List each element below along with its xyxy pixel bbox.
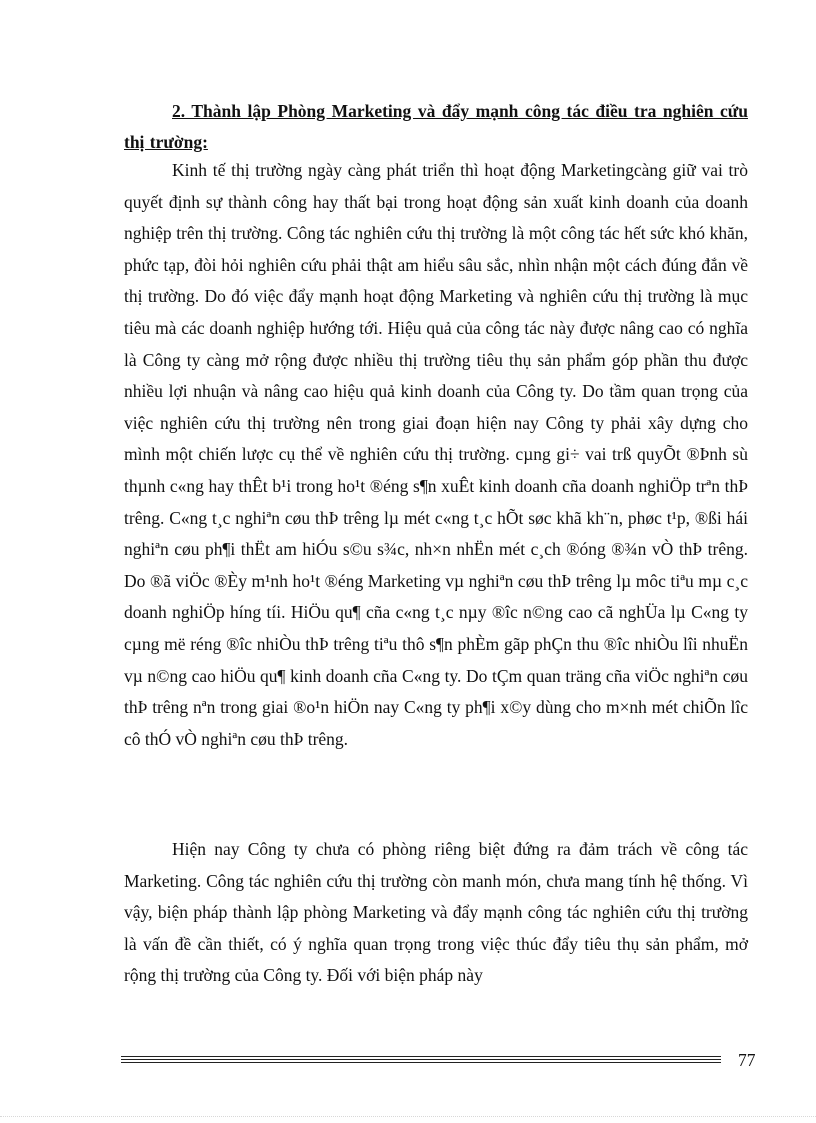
page-edge	[0, 1116, 816, 1117]
paragraph-1: Kinh tế thị trường ngày càng phát triển thì hoạt động Marketingcàng giữ vai trò quyết định sự thành công hay thất bại trong hoạt động sản xuất kinh doanh của doanh nghiệp trên thị trường. Công tác nghiên cứu thị trường là một công tác hết sức khó khăn, phức tạp, đòi hỏi nghiên cứu phải thật am hiểu sâu sắc, nhìn nhận một cách đúng đắn về thị trường. Do đó việc đẩy mạnh hoạt động Marketing và nghiên cứu thị trường là mục tiêu mà các doanh nghiệp hướng tới. Hiệu quả của công tác này được nâng cao có nghĩa là Công ty càng mở rộng được nhiều thị trường tiêu thụ sản phẩm góp phần thu được nhiều lợi nhuận và nâng cao hiệu quả kinh doanh của Công ty. Do tầm quan trọng của việc nghiên cứu thị trường nên trong giai đoạn hiện nay Công ty phải xây dựng cho mình một chiến lược cụ thể về nghiên cứu thị trường. cµng gi÷ vai trß quyÕt ®Þnh sù thµnh c«ng hay thÊt b¹i trong ho¹t ®éng s¶n xuÊt kinh doanh cña doanh nghiÖp trªn thÞ trêng. C«ng t¸c nghiªn cøu thÞ trêng lµ mét c«ng t¸c hÕt søc khã kh¨n, phøc t¹p, ®ßi hái nghiªn cøu ph¶i thËt am hiÓu s©u s¾c, nh×n nhËn mét c¸ch ®óng ®¾n vÒ thÞ trêng. Do ®ã viÖc ®Èy m¹nh ho¹t ®éng Marketing vµ nghiªn cøu thÞ trêng lµ môc tiªu mµ c¸c doanh nghiÖp híng tíi. HiÖu qu¶ cña c«ng t¸c nµy ®îc n©ng cao cã nghÜa lµ C«ng ty cµng më réng ®îc nhiÒu thÞ trêng tiªu thô s¶n phÈm gãp phÇn thu ®îc nhiÒu lîi nhuËn vµ n©ng cao hiÖu qu¶ kinh doanh cña C«ng ty. Do tÇm quan träng cña viÖc nghiªn cøu thÞ trêng nªn trong giai ®o¹n hiÖn nay C«ng ty ph¶i x©y dùng cho m×nh mét chiÕn lîc cô thÓ vÒ nghiªn cøu thÞ trêng.	[124, 160, 748, 749]
section-heading: 2. Thành lập Phòng Marketing và đẩy mạnh công tác điều tra nghiên cứu thị trường:	[124, 101, 748, 152]
paragraph-2: Hiện nay Công ty chưa có phòng riêng biệt đứng ra đảm trách về công tác Marketing. Công tác nghiên cứu thị trường còn manh món, chưa mang tính hệ thống. Vì vậy, biện pháp thành lập phòng Marketing và đẩy mạnh công tác nghiên cứu thị trường là vấn đề cần thiết, có ý nghĩa quan trọng trong việc thúc đẩy tiêu thụ sản phẩm, mở rộng thị trường của Công ty. Đối với biện pháp này	[124, 839, 748, 986]
footer-rule	[121, 1062, 721, 1063]
footer-rule	[121, 1059, 721, 1060]
footer-rule	[121, 1056, 721, 1057]
page-number: 77	[738, 1050, 756, 1070]
